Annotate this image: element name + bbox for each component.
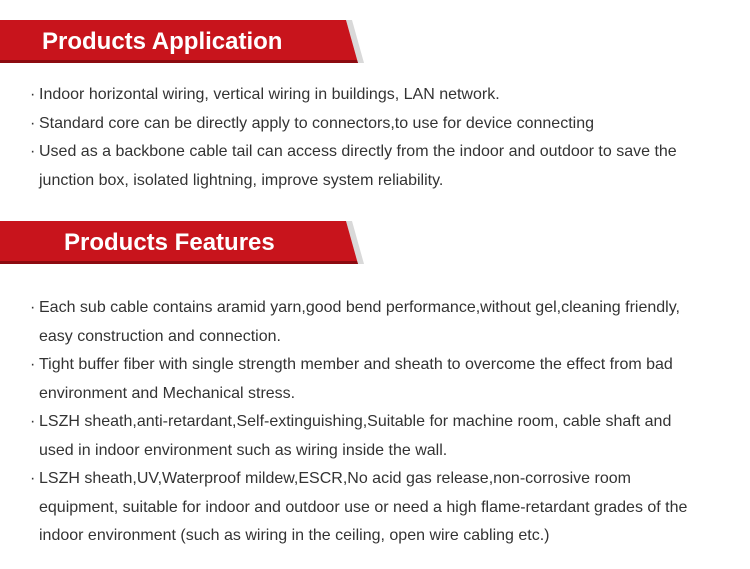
application-list bbox=[30, 81, 748, 195]
list-item-text-line: Standard core can be directly apply to connectors,to use for device connecting bbox=[39, 114, 594, 132]
application-header-banner bbox=[0, 20, 364, 63]
bullet-marker: · bbox=[30, 356, 36, 373]
list-item bbox=[30, 351, 748, 408]
bullet-marker: · bbox=[30, 299, 36, 316]
list-item-text-line: Each sub cable contains aramid yarn,good bend performance,without gel,cleaning friendly, bbox=[39, 299, 680, 316]
bullet-marker: · bbox=[30, 470, 36, 487]
features-list bbox=[30, 294, 748, 551]
features-title: Products Features bbox=[64, 229, 275, 256]
list-item bbox=[30, 294, 748, 351]
list-item bbox=[30, 408, 748, 465]
list-item-text-line: indoor environment (such as wiring in the ceiling, open wire cabling etc.) bbox=[39, 527, 550, 544]
list-item-text-line: LSZH sheath,UV,Waterproof mildew,ESCR,No acid gas release,non-corrosive room bbox=[39, 470, 631, 487]
list-item-text-line: used in indoor environment such as wiring inside the wall. bbox=[39, 441, 448, 459]
application-title: Products Application bbox=[42, 28, 283, 55]
list-item bbox=[30, 138, 748, 195]
bullet-marker: · bbox=[30, 114, 36, 132]
features-header-banner bbox=[0, 221, 364, 264]
bullet-marker: · bbox=[30, 143, 36, 160]
bullet-marker: · bbox=[30, 86, 36, 103]
list-item bbox=[30, 81, 748, 110]
list-item-text-line: LSZH sheath,anti-retardant,Self-extinguishing,Suitable for machine room, cable shaft and bbox=[39, 413, 672, 430]
list-item-text-line: Tight buffer fiber with single strength member and sheath to overcome the effect from bad bbox=[39, 356, 673, 373]
list-item-text-line: equipment, suitable for indoor and outdoor use or need a high flame-retardant grades of the bbox=[39, 498, 688, 516]
list-item-text-line: environment and Mechanical stress. bbox=[39, 384, 296, 402]
list-item-text-line: easy construction and connection. bbox=[39, 327, 281, 345]
list-item bbox=[30, 465, 748, 551]
list-item-text-line: Indoor horizontal wiring, vertical wiring in buildings, LAN network. bbox=[39, 86, 500, 103]
bullet-marker: · bbox=[30, 413, 36, 430]
list-item-text-line: junction box, isolated lightning, improve system reliability. bbox=[39, 171, 444, 189]
list-item-text-line: Used as a backbone cable tail can access directly from the indoor and outdoor to save the bbox=[39, 143, 677, 160]
list-item bbox=[30, 110, 748, 139]
